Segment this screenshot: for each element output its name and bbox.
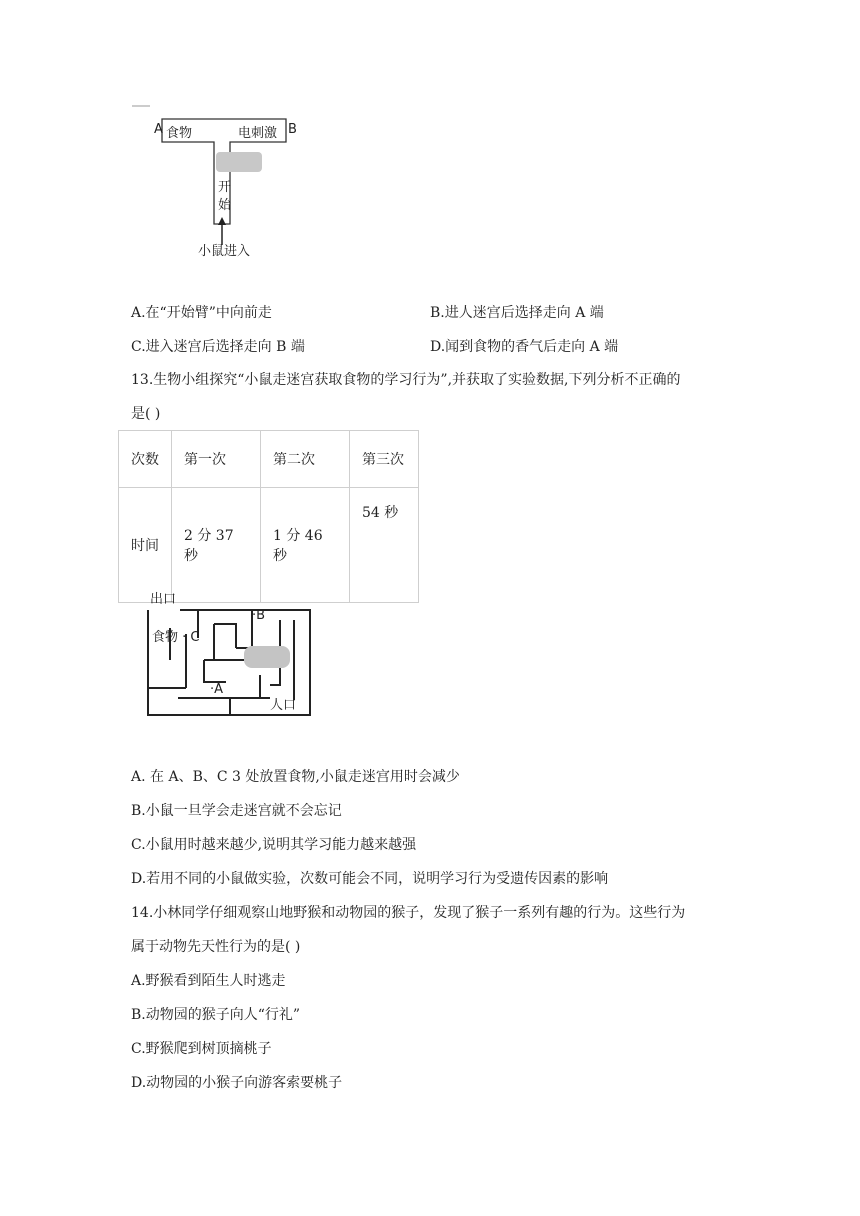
- maze-exit-label: 出口: [150, 592, 177, 607]
- table-header-row: [119, 431, 419, 488]
- maze-food-c-label: 食物 · C: [152, 630, 200, 645]
- label-mouse-entry: 小鼠进入: [198, 244, 251, 259]
- table-header-cell: 次数: [119, 431, 172, 488]
- q12-option-d: D.闻到食物的香气后走向 A 端: [430, 339, 619, 355]
- maze-figure: [140, 590, 320, 720]
- maze-point-a-label: ·A: [210, 682, 224, 697]
- q13-stem-line2: 是( ): [131, 406, 161, 422]
- q12-option-b: B.进人迷宫后选择走向 A 端: [430, 305, 604, 321]
- q14-option-c: C.野猴爬到树顶摘桃子: [131, 1041, 272, 1057]
- q13-option-d: D.若用不同的小鼠做实验，次数可能会不同，说明学习行为受遗传因素的影响: [131, 871, 609, 887]
- table-cell: 1 分 46 秒: [261, 488, 350, 603]
- q14-stem-line1: 14.小林同学仔细观察山地野猴和动物园的猴子，发现了猴子一系列有趣的行为。这些行为: [131, 905, 686, 921]
- q13-option-b: B.小鼠一旦学会走迷宫就不会忘记: [131, 803, 342, 819]
- table-header-cell: 第三次: [350, 431, 419, 488]
- q13-stem-line1: 13.生物小组探究“小鼠走迷宫获取食物的学习行为”,并获取了实验数据,下列分析不正确的: [131, 372, 681, 388]
- q13-data-table: [118, 430, 419, 603]
- q12-option-a: A.在“开始臂”中向前走: [131, 305, 272, 321]
- q14-option-d: D.动物园的小猴子向游客索要桃子: [131, 1075, 343, 1091]
- q14-option-a: A.野猴看到陌生人时逃走: [131, 973, 286, 989]
- table-header-cell: 第二次: [261, 431, 350, 488]
- label-a: A: [154, 122, 163, 137]
- q12-option-c: C.进入迷宫后选择走向 B 端: [131, 339, 305, 355]
- q13-option-a: A. 在 A、B、C 3 处放置食物,小鼠走迷宫用时会减少: [131, 769, 460, 785]
- q14-stem-line2: 属于动物先天性行为的是( ): [131, 939, 301, 955]
- label-b: B: [288, 122, 297, 137]
- table-cell: 时间: [119, 488, 172, 603]
- q14-option-b: B.动物园的猴子向人“行礼”: [131, 1007, 301, 1023]
- label-start-1: 开: [218, 180, 232, 195]
- maze-point-b-label: ·B: [252, 608, 266, 623]
- label-electric-shock: 电刺激: [238, 126, 278, 141]
- maze-entry-label: 人口: [270, 698, 297, 713]
- label-start-2: 始: [218, 198, 232, 213]
- table-row: [119, 488, 419, 603]
- table-cell: 54 秒: [350, 488, 419, 603]
- table-header-cell: 第一次: [172, 431, 261, 488]
- table-cell: 2 分 37 秒: [172, 488, 261, 603]
- label-food: 食物: [166, 126, 193, 141]
- q13-option-c: C.小鼠用时越来越少,说明其学习能力越来越强: [131, 837, 417, 853]
- t-maze-figure: [128, 100, 297, 260]
